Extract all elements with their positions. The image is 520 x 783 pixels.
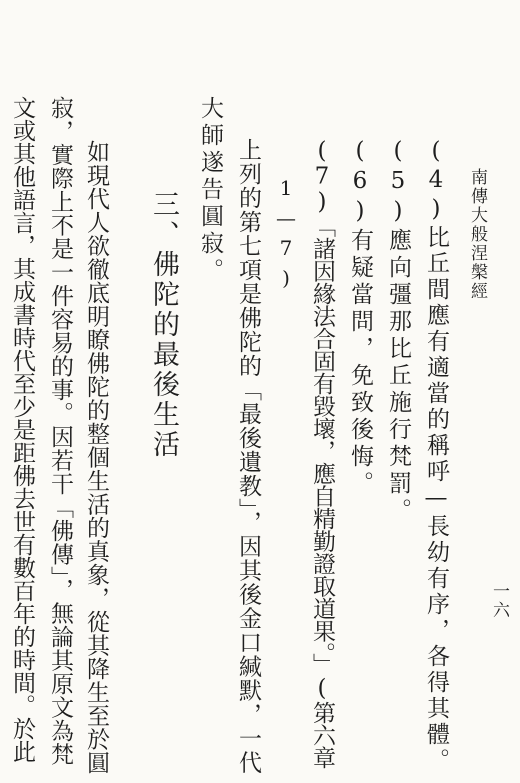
book-title-header: 南傳大般涅槃經 [467,168,487,301]
text-column: (4)比丘間應有適當的稱呼—長幼有序，各得其體。 [423,138,449,774]
text-column: 上列的第七項是佛陀的「最後遺教」，因其後金口緘默，一代 [235,138,261,775]
page-number: 一六 [489,582,509,620]
chapter-reference: 1—7) [274,176,298,296]
text-column: (6)有疑當問，免致後悔。 [347,138,373,498]
text-column: (7)「諸因緣法合固有毀壞，應自精勤證取道果。」(第六章 [309,138,335,769]
body-text-column: 如現代人欲徹底明瞭佛陀的整個生活的真象，從其降生至於圓 [83,140,109,775]
text-column: 大師遂告圓寂。 [197,96,223,285]
section-heading: 三、佛陀的最後生活 [148,190,179,460]
body-text-column: 文或其他語言，其成書時代至少是距佛去世有數百年的時間。於此 [9,96,35,763]
body-text-column: 寂，實際上不是一件容易的事。因若干「佛傳」，無論其原文為梵 [47,96,73,766]
text-column: (5)應向彊那比丘施行梵罰。 [385,138,411,525]
